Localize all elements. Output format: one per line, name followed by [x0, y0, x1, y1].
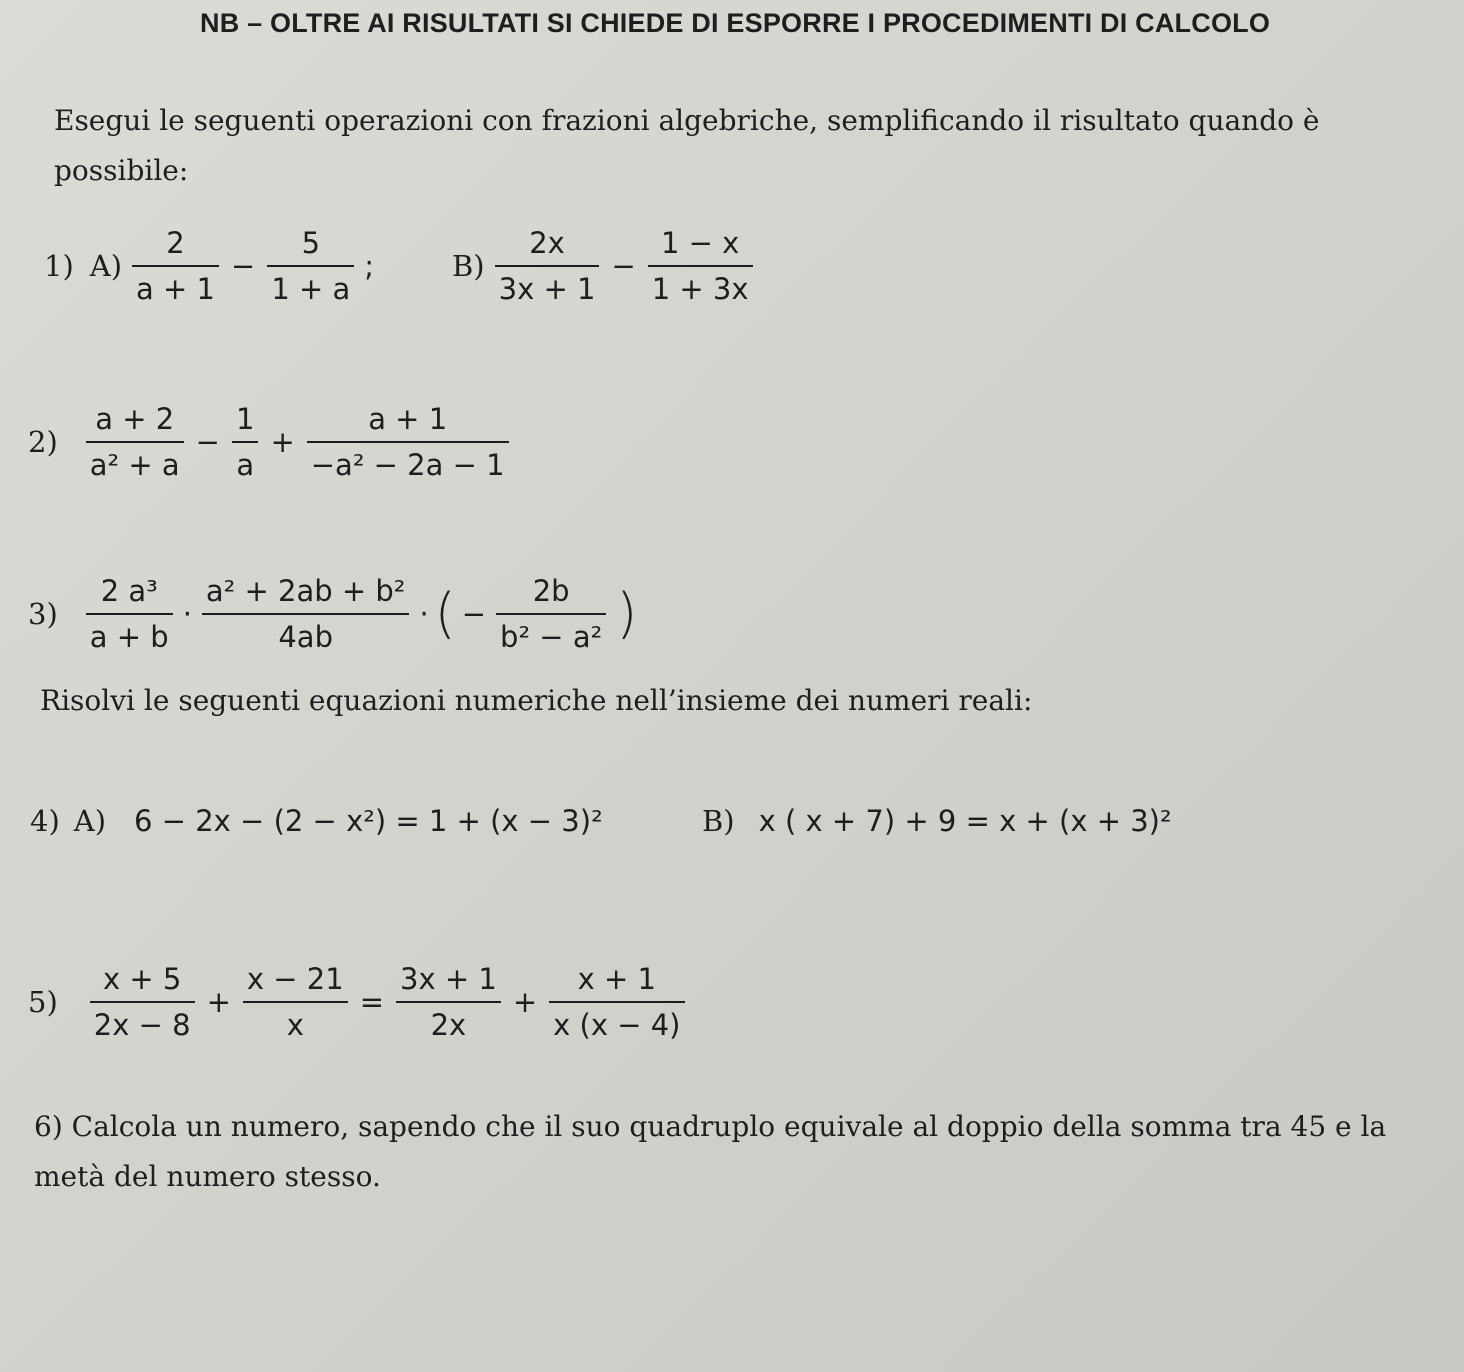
operator: −	[611, 249, 636, 283]
fraction	[267, 226, 354, 306]
numerator: 1	[235, 402, 255, 436]
fraction	[243, 962, 348, 1042]
numerator: x + 1	[577, 962, 656, 996]
part-a-label: A)	[89, 249, 123, 283]
expression-2	[82, 402, 513, 482]
section2-intro: Risolvi le seguenti equazioni numeriche nell’insieme dei numeri reali:	[40, 684, 1033, 717]
operator: +	[512, 985, 538, 1019]
operator: −	[461, 597, 487, 631]
denominator: a + b	[89, 620, 169, 654]
numerator: x − 21	[246, 962, 344, 996]
header-note: NB – OLTRE AI RISULTATI SI CHIEDE DI ESPORRE I PROCEDIMENTI DI CALCOLO	[200, 8, 1271, 38]
fraction	[549, 962, 684, 1042]
operator: −	[195, 425, 220, 459]
exercise-number: 2)	[28, 425, 58, 459]
numerator: 2x	[529, 226, 565, 260]
equals-sign: =	[359, 985, 385, 1019]
denominator: 3x + 1	[498, 272, 596, 306]
equation-4a: 6 − 2x − (2 − x²) = 1 + (x − 3)²	[134, 804, 603, 838]
exercise-number: 5)	[28, 985, 58, 1019]
denominator: x (x − 4)	[553, 1008, 681, 1042]
numerator: 2b	[532, 574, 570, 608]
numerator: a + 2	[95, 402, 175, 436]
fraction	[495, 226, 600, 306]
exercise-1b	[452, 226, 757, 306]
exercise-number: 1)	[44, 249, 74, 283]
operator: ·	[182, 597, 192, 631]
exercise-number: 3)	[28, 597, 58, 631]
exercise-6: 6) Calcola un numero, sapendo che il suo quadruplo equivale al doppio della somma tra 45 e la metà del numero stesso.	[34, 1110, 1387, 1193]
fraction	[202, 574, 410, 654]
exercise-1	[44, 226, 374, 306]
fraction	[648, 226, 753, 306]
numerator: 2	[166, 226, 185, 260]
numerator: 5	[301, 226, 321, 260]
numerator: a² + 2ab + b²	[205, 574, 406, 608]
fraction	[132, 226, 219, 306]
numerator: x + 5	[102, 962, 182, 996]
fraction	[396, 962, 501, 1042]
fraction	[86, 574, 173, 654]
equation-5	[86, 962, 689, 1042]
denominator: a	[236, 448, 255, 482]
operator: +	[270, 425, 295, 459]
fraction	[307, 402, 509, 482]
exercise-5	[28, 962, 689, 1042]
section1-intro: Esegui le seguenti operazioni con frazioni algebriche, semplificando il risultato quando è possibile:	[54, 104, 1320, 187]
part-a-label: A)	[73, 804, 107, 838]
left-paren: (	[434, 582, 456, 645]
expression-1a	[128, 226, 374, 306]
denominator: 2x	[430, 1008, 467, 1042]
denominator: b² − a²	[500, 620, 603, 654]
right-paren: )	[616, 582, 638, 645]
denominator: −a² − 2a − 1	[310, 448, 505, 482]
fraction	[90, 962, 195, 1042]
numerator: 3x + 1	[400, 962, 497, 996]
separator: ;	[364, 249, 375, 283]
numerator: 1 − x	[660, 226, 740, 260]
numerator: a + 1	[368, 402, 448, 436]
fraction	[496, 574, 606, 654]
denominator: a + 1	[136, 272, 215, 306]
denominator: 1 + 3x	[651, 272, 749, 306]
operator: −	[231, 249, 256, 283]
fraction	[86, 402, 184, 482]
denominator: a² + a	[89, 448, 180, 482]
part-b-label: B)	[452, 249, 485, 283]
part-b-label: B)	[702, 804, 735, 838]
expression-1b	[491, 226, 757, 306]
denominator: 4ab	[278, 620, 333, 654]
equation-4b: x ( x + 7) + 9 = x + (x + 3)²	[758, 804, 1172, 838]
exercise-3	[28, 574, 637, 654]
denominator: 1 + a	[271, 272, 351, 306]
numerator: 2 a³	[100, 574, 158, 608]
fraction	[232, 402, 258, 482]
exercise-2	[28, 402, 513, 482]
exercise-number: 4)	[30, 804, 60, 838]
operator: ·	[419, 597, 429, 631]
operator: +	[206, 985, 231, 1019]
denominator: 2x − 8	[93, 1008, 191, 1042]
exercise-4b	[702, 804, 1172, 838]
denominator: x	[286, 1008, 304, 1042]
exercise-4	[30, 804, 603, 838]
expression-3	[82, 574, 638, 654]
